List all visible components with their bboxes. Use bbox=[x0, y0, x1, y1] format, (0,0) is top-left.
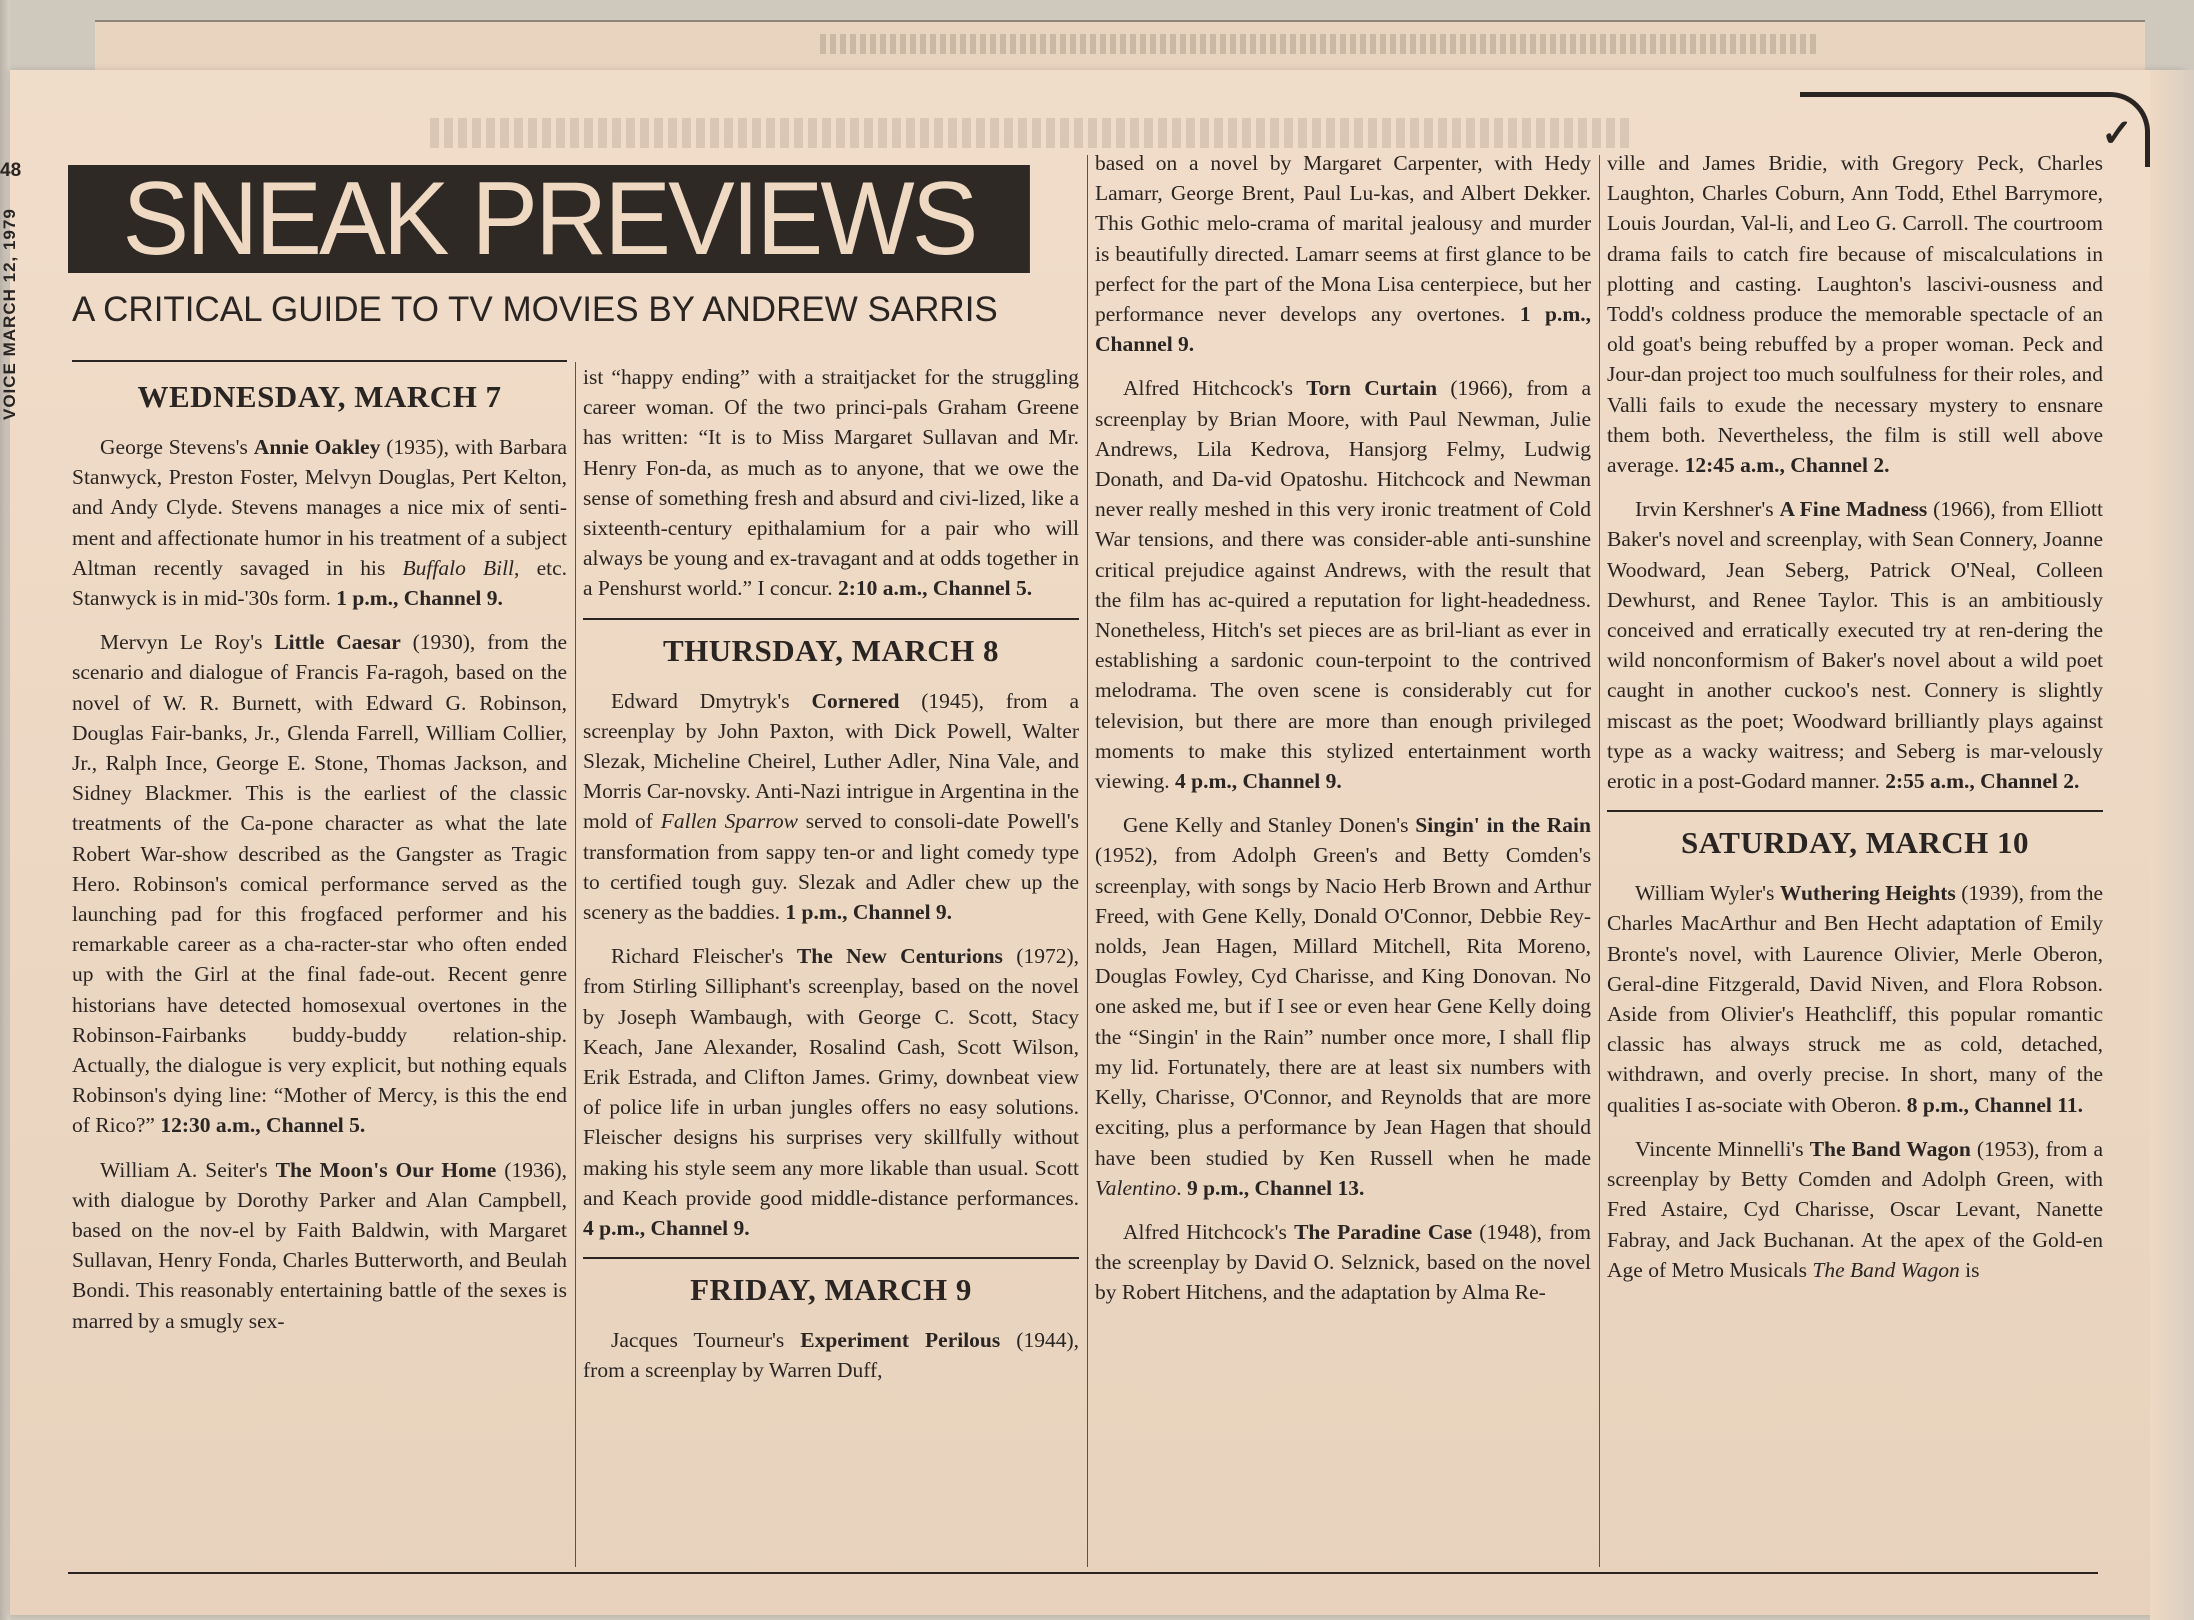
column-4 bbox=[1607, 148, 2103, 1299]
review-experiment-perilous: Jacques Tourneur's Experiment Perilous (1944), from a screenplay by Warren Duff, bbox=[583, 1328, 1079, 1383]
review-paradine-case-cont: ville and James Bridie, with Gregory Peck, Charles Laughton, Charles Coburn, Ann Todd, Ethel Barrymore, Louis Jourdan, Val-li, and Leo G. Carroll. The courtroom drama fails to catch fire because of miscalculations in plotting and casting. Laughton's lascivi-ousness and Todd's coldness produce the memorable spectacle of an old goat's being rebuffed by a proper woman. Peck and Jour-dan project too much soulfulness for their roles, and Valli fails to exude the necessary mystery to ensnare them both. Nevertheless, the film is still well above average. 12:45 a.m., Channel 2. bbox=[1607, 151, 2103, 478]
review-torn-curtain: Alfred Hitchcock's Torn Curtain (1966), from a screenplay by Brian Moore, with Paul Newman, Julie Andrews, Lila Kedrova, Hansjorg Felmy, Ludwig Donath, and Da-vid Opatoshu. Hitchcock and Newman never really meshed in this very ironic treatment of Cold War tensions, and there was consider-able anti-sunshine critical prejudice against Andrews, with the result that the film has ac-quired a reputation for light-headedness. Nonetheless, Hitch's set pieces are as bril-liant as ever in establishing a sardonic coun-terpoint to the contrived melodrama. The oven scene is considerably cut for television, but there are more than enough privileged moments to make this stylized entertainment worth viewing. 4 p.m., Channel 9. bbox=[1095, 376, 1591, 794]
corner-logo-fragment: ✓ bbox=[1800, 92, 2150, 167]
review-experiment-perilous-cont: based on a novel by Margaret Carpenter, with Hedy Lamarr, George Brent, Paul Lu-kas, and Albert Dekker. This Gothic melo-crama of marital jealousy and murder is beautifully directed. Lamarr seems at first glance to be perfect for the part of the Mona Lisa centerpiece, but her performance never develops any overtones. 1 p.m., Channel 9. bbox=[1095, 151, 1591, 357]
underlying-page-text bbox=[820, 34, 1820, 54]
review-fine-madness: Irvin Kershner's A Fine Madness (1966), from Elliott Baker's novel and screenplay, with Sean Connery, Joanne Woodward, Jean Seberg, Patrick O'Neal, Colleen Dewhurst, and Renee Taylor. This is an ambitiously conceived and erratically executed try at ren-dering the wild nonconformism of Baker's novel about a wild poet caught in another cuckoo's nest. Connery is slightly miscast as the poet; Woodward brilliantly plays against type as a wacky waitress; and Seberg is mar-velously erotic in a post-Godard manner. 2:55 a.m., Channel 2. bbox=[1607, 497, 2103, 794]
day-heading-thursday: THURSDAY, MARCH 8 bbox=[583, 618, 1079, 668]
review-cornered: Edward Dmytryk's Cornered (1945), from a screenplay by John Paxton, with Dick Powell, Walter Slezak, Micheline Cheirel, Luther Adler, Nina Vale, and Morris Car-novsky. Anti-Nazi intrigue in Argentina in the mold of Fallen Sparrow served to consoli-date Powell's transformation from sappy ten-or and light comedy type to certified tough guy. Slezak and Adler chew up the scenery as the baddies. 1 p.m., Channel 9. bbox=[583, 688, 1080, 925]
column-1 bbox=[72, 360, 567, 1350]
review-moons-our-home: William A. Seiter's The Moon's Our Home (1936), with dialogue by Dorothy Parker and Alan Campbell, based on the nov-el by Faith Baldwin, with Margaret Sullavan, Henry Fonda, Charles Butterworth, and Beulah Bondi. This reasonably entertaining battle of the sexes is marred by a smugly sex- bbox=[72, 1157, 567, 1333]
ink-bleed-through bbox=[430, 118, 1630, 148]
day-heading-wednesday: WEDNESDAY, MARCH 7 bbox=[72, 360, 567, 414]
masthead-subtitle: A CRITICAL GUIDE TO TV MOVIES BY ANDREW SARRIS bbox=[72, 290, 998, 329]
day-heading-saturday: SATURDAY, MARCH 10 bbox=[1607, 810, 2103, 860]
side-label: VOICE MARCH 12, 1979 bbox=[0, 208, 19, 420]
column-rule-1 bbox=[575, 362, 576, 1567]
column-rule-2 bbox=[1087, 155, 1088, 1567]
review-paradine-case: Alfred Hitchcock's The Paradine Case (1948), from the screenplay by David O. Selznick, based on the novel by Robert Hitchens, and the adaptation by Alma Re- bbox=[1095, 1219, 1591, 1305]
column-3 bbox=[1095, 148, 1591, 1322]
review-wuthering-heights: William Wyler's Wuthering Heights (1939), from the Charles MacArthur and Ben Hecht adaptation of Emily Bronte's novel, with Laurence Olivier, Merle Oberon, Geral-dine Fitzgerald, David Niven, and Flora Robson. Aside from Olivier's Heathcliff, this popular romantic classic has always struck me as cold, detached, withdrawn, and overly precise. In short, many of the qualities I as-sociate with Oberon. 8 p.m., Channel 11. bbox=[1607, 881, 2103, 1117]
review-singin-in-the-rain: Gene Kelly and Stanley Donen's Singin' in the Rain (1952), from Adolph Green's and Betty Comden's screenplay, with songs by Nacio Herb Brown and Arthur Freed, with Gene Kelly, Donald O'Connor, Debbie Rey-nolds, Jean Hagen, Millard Mitchell, Rita Moreno, Douglas Fowley, Cyd Charisse, and King Donovan. No one asked me, but if I see or even hear Gene Kelly doing the “Singin' in the Rain” number once more, I shall flip my lid. Fortunately, there are at least six numbers with Kelly, Charisse, O'Connor, and Reynolds that are more exciting, plus a performance by Jean Hagen that should have been studied by Ken Russell when he made Valentino. 9 p.m., Channel 13. bbox=[1095, 813, 1591, 1200]
review-moons-our-home-cont: ist “happy ending” with a straitjacket for the struggling career woman. Of the two princi-pals Graham Greene has written: “It is to Miss Margaret Sullavan and Mr. Henry Fon-da, as much as to anyone, that we owe the sense of something fresh and absurd and civi-lized, like a sixteenth-century epithalamium for a pair who will always be young and ex-travagant and at odds together in a Penshurst world.” I concur. 2:10 a.m., Channel 5. bbox=[583, 365, 1079, 601]
review-band-wagon: Vincente Minnelli's The Band Wagon (1953), from a screenplay by Betty Comden and Adolph Green, with Fred Astaire, Cyd Charisse, Oscar Levant, Nanette Fabray, and Jack Buchanan. At the apex of the Gold-en Age of Metro Musicals The Band Wagon is bbox=[1607, 1136, 2104, 1282]
masthead-title: SNEAK PREVIEWS bbox=[68, 165, 1030, 273]
review-annie-oakley: George Stevens's Annie Oakley (1935), with Barbara Stanwyck, Preston Foster, Melvyn Douglas, Pert Kelton, and Andy Clyde. Stevens manages a nice mix of senti-ment and affectionate humor in his treatment of a subject Altman recently savaged in his Buffalo Bill, etc. Stanwyck is in mid-'30s form. 1 p.m., Channel 9. bbox=[72, 435, 568, 611]
review-little-caesar: Mervyn Le Roy's Little Caesar (1930), from the scenario and dialogue of Francis Fa-ragoh, based on the novel of W. R. Burnett, with Edward G. Robinson, Douglas Fair-banks, Jr., Glenda Farrell, William Collier, Jr., Ralph Ince, George E. Stone, Thomas Jackson, and Sidney Blackmer. This is the earliest of the classic treatments of the Ca-pone character as what the late Robert War-show described as the Gangster as Tragic Hero. Robinson's comical performance served as the launching pad for this frogfaced performer and his remarkable career as a cha-racter-star who often ended up with the Girl at the final fade-out. Recent genre historians have detected homosexual overtones in the Robinson-Fairbanks buddy-buddy relation-ship. Actually, the dialogue is very explicit, but nothing equals Robinson's dying line: “Mother of Mercy, is this the end of Rico?” 12:30 a.m., Channel 5. bbox=[72, 630, 567, 1138]
column-2 bbox=[583, 362, 1079, 1400]
page-right-edge bbox=[2150, 70, 2194, 1620]
column-rule-3 bbox=[1599, 155, 1600, 1567]
bottom-rule bbox=[68, 1572, 2098, 1574]
page-number: 48 bbox=[0, 160, 22, 181]
review-new-centurions: Richard Fleischer's The New Centurions (1972), from Stirling Silliphant's screenplay, based on the novel by Joseph Wambaugh, with George C. Scott, Stacy Keach, Jane Alexander, Rosalind Cash, Scott Wilson, Erik Estrada, and Clifton James. Grimy, downbeat view of police life in urban jungles offers no easy solutions. Fleischer designs his surprises very skillfully without making his style seem any more likable than usual. Scott and Keach provide good middle-distance performances. 4 p.m., Channel 9. bbox=[583, 944, 1080, 1241]
day-heading-friday: FRIDAY, MARCH 9 bbox=[583, 1257, 1079, 1307]
